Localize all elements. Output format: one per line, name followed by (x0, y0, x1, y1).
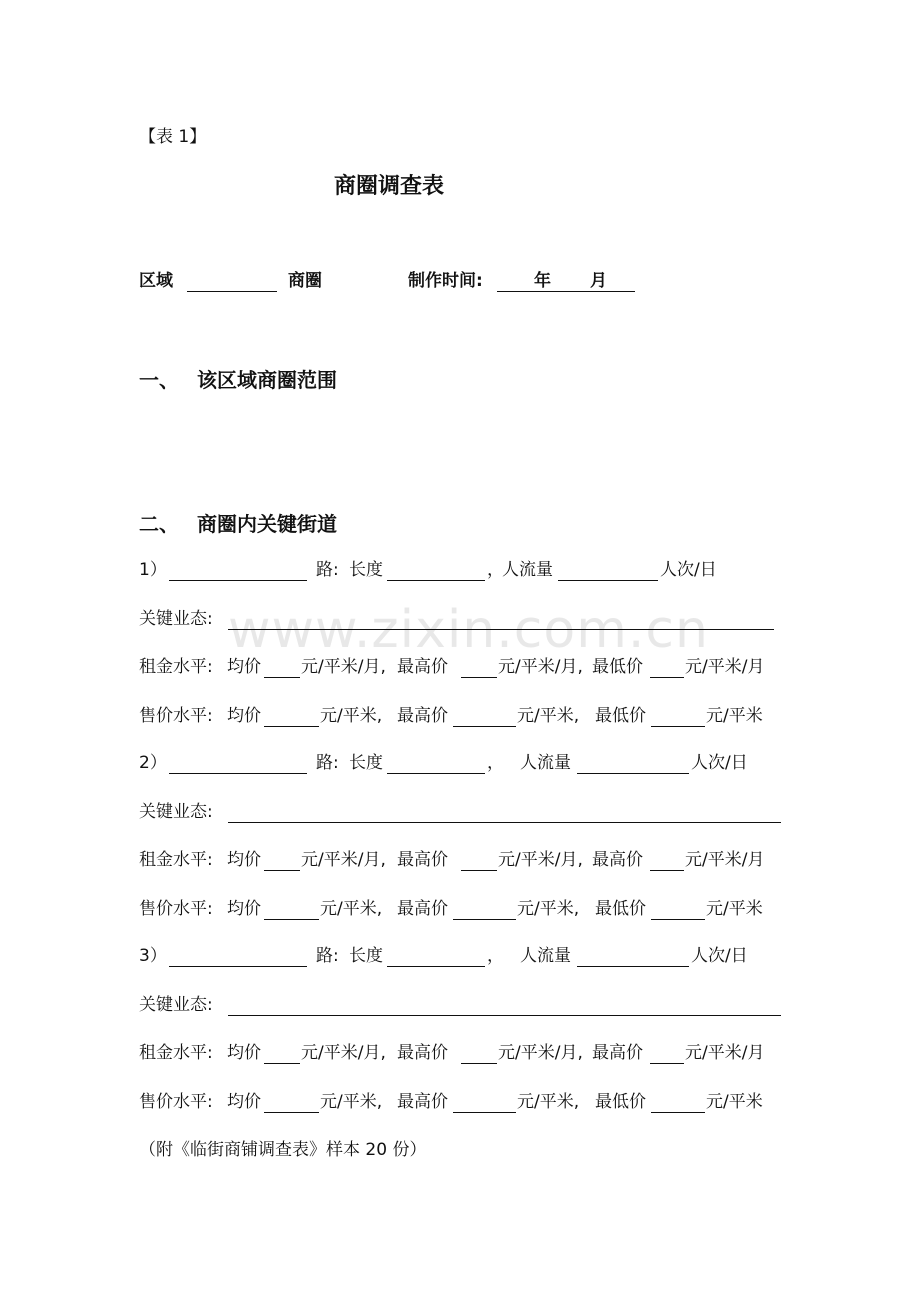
length-label: 长度 (349, 560, 383, 580)
sale-max-label: 最高价 (397, 705, 448, 726)
rent-min-input[interactable] (650, 870, 684, 871)
sale-max-label: 最高价 (397, 1091, 448, 1112)
time-input[interactable] (497, 291, 635, 292)
section1-number: 一、 (139, 368, 179, 392)
road-label: 路: (316, 753, 339, 773)
sale-min-input[interactable] (651, 919, 705, 920)
sale-min-label: 最低价 (595, 705, 646, 726)
rent-unit: 元/平米/月 (685, 657, 765, 677)
sale-unit: 元/平米, (320, 1091, 383, 1112)
header-time-label: 制作时间: (408, 271, 483, 291)
flow-input[interactable] (577, 966, 689, 967)
length-label: 长度 (349, 753, 383, 773)
street-name-input[interactable] (169, 773, 307, 774)
sale-unit: 元/平米, (320, 705, 383, 726)
sale-unit: 元/平米 (706, 1091, 763, 1112)
length-input[interactable] (387, 580, 485, 581)
sale-avg-label: 均价 (227, 898, 261, 919)
sale-max-label: 最高价 (397, 898, 448, 919)
comma: ， (487, 946, 504, 966)
section1-title: 该区域商圈范围 (197, 368, 337, 392)
rent-avg-label: 均价 (227, 657, 261, 677)
street-name-input[interactable] (169, 580, 307, 581)
rent-unit: 元/平米/月, (301, 850, 386, 870)
rent-max-input[interactable] (461, 677, 497, 678)
format-label: 关键业态: (139, 994, 213, 1015)
rent-avg-label: 均价 (227, 1043, 261, 1063)
sale-max-input[interactable] (453, 919, 516, 920)
rent-max-label: 最高价 (397, 850, 448, 870)
rent-label: 租金水平: (139, 850, 213, 870)
rent-min-label: 最高价 (592, 1043, 643, 1063)
rent-unit: 元/平米/月 (685, 1043, 765, 1063)
header-month-label: 月 (590, 271, 607, 291)
sale-unit: 元/平米, (517, 898, 580, 919)
header-circle-label: 商圈 (288, 271, 322, 291)
rent-unit: 元/平米/月, (498, 850, 583, 870)
format-label: 关键业态: (139, 608, 213, 629)
header-year-label: 年 (534, 271, 551, 291)
rent-unit: 元/平米/月, (498, 657, 583, 677)
section2-number: 二、 (139, 512, 179, 536)
sale-avg-input[interactable] (264, 1112, 319, 1113)
rent-unit: 元/平米/月, (301, 657, 386, 677)
sale-unit: 元/平米, (517, 1091, 580, 1112)
format-input[interactable] (228, 1015, 781, 1016)
table-tag: 【表 1】 (139, 127, 207, 147)
rent-avg-label: 均价 (227, 850, 261, 870)
rent-min-label: 最低价 (592, 657, 643, 677)
length-label: 长度 (349, 946, 383, 966)
flow-input[interactable] (558, 580, 658, 581)
sale-avg-input[interactable] (264, 726, 319, 727)
rent-min-input[interactable] (650, 677, 684, 678)
rent-label: 租金水平: (139, 657, 213, 677)
rent-max-label: 最高价 (397, 1043, 448, 1063)
flow-label: 人流量 (520, 946, 571, 966)
sale-min-input[interactable] (651, 726, 705, 727)
sale-max-input[interactable] (453, 726, 516, 727)
rent-min-input[interactable] (650, 1063, 684, 1064)
flow-unit: 人次/日 (691, 753, 748, 773)
flow-unit: 人次/日 (660, 560, 717, 580)
sale-avg-label: 均价 (227, 705, 261, 726)
length-input[interactable] (387, 966, 485, 967)
region-input[interactable] (187, 291, 277, 292)
page-title: 商圈调查表 (334, 174, 445, 199)
rent-unit: 元/平米/月, (498, 1043, 583, 1063)
rent-unit: 元/平米/月 (685, 850, 765, 870)
sale-min-label: 最低价 (595, 898, 646, 919)
sale-unit: 元/平米, (320, 898, 383, 919)
sale-max-input[interactable] (453, 1112, 516, 1113)
street-index: 1） (139, 560, 167, 580)
sale-label: 售价水平: (139, 705, 213, 726)
rent-min-label: 最高价 (592, 850, 643, 870)
sale-unit: 元/平米 (706, 705, 763, 726)
street-index: 3） (139, 946, 167, 966)
rent-avg-input[interactable] (264, 870, 300, 871)
sale-unit: 元/平米 (706, 898, 763, 919)
footnote: （附《临街商铺调查表》样本 20 份） (139, 1140, 427, 1160)
street-name-input[interactable] (169, 966, 307, 967)
flow-label: 人流量 (502, 560, 553, 580)
road-label: 路: (316, 560, 339, 580)
flow-unit: 人次/日 (691, 946, 748, 966)
length-input[interactable] (387, 773, 485, 774)
format-input[interactable] (228, 629, 774, 630)
flow-input[interactable] (577, 773, 689, 774)
section2-title: 商圈内关键街道 (197, 512, 337, 536)
flow-label: 人流量 (520, 753, 571, 773)
road-label: 路: (316, 946, 339, 966)
sale-min-label: 最低价 (595, 1091, 646, 1112)
sale-label: 售价水平: (139, 898, 213, 919)
format-input[interactable] (228, 822, 781, 823)
comma: ， (487, 560, 504, 580)
sale-unit: 元/平米, (517, 705, 580, 726)
rent-max-input[interactable] (461, 1063, 497, 1064)
header-region-label: 区域 (139, 271, 173, 291)
comma: ， (487, 753, 504, 773)
rent-avg-input[interactable] (264, 677, 300, 678)
rent-avg-input[interactable] (264, 1063, 300, 1064)
rent-max-input[interactable] (461, 870, 497, 871)
sale-avg-label: 均价 (227, 1091, 261, 1112)
format-label: 关键业态: (139, 801, 213, 822)
sale-avg-input[interactable] (264, 919, 319, 920)
watermark: www.zixin.com.cn (228, 600, 709, 660)
rent-label: 租金水平: (139, 1043, 213, 1063)
rent-max-label: 最高价 (397, 657, 448, 677)
rent-unit: 元/平米/月, (301, 1043, 386, 1063)
sale-min-input[interactable] (651, 1112, 705, 1113)
street-index: 2） (139, 753, 167, 773)
sale-label: 售价水平: (139, 1091, 213, 1112)
